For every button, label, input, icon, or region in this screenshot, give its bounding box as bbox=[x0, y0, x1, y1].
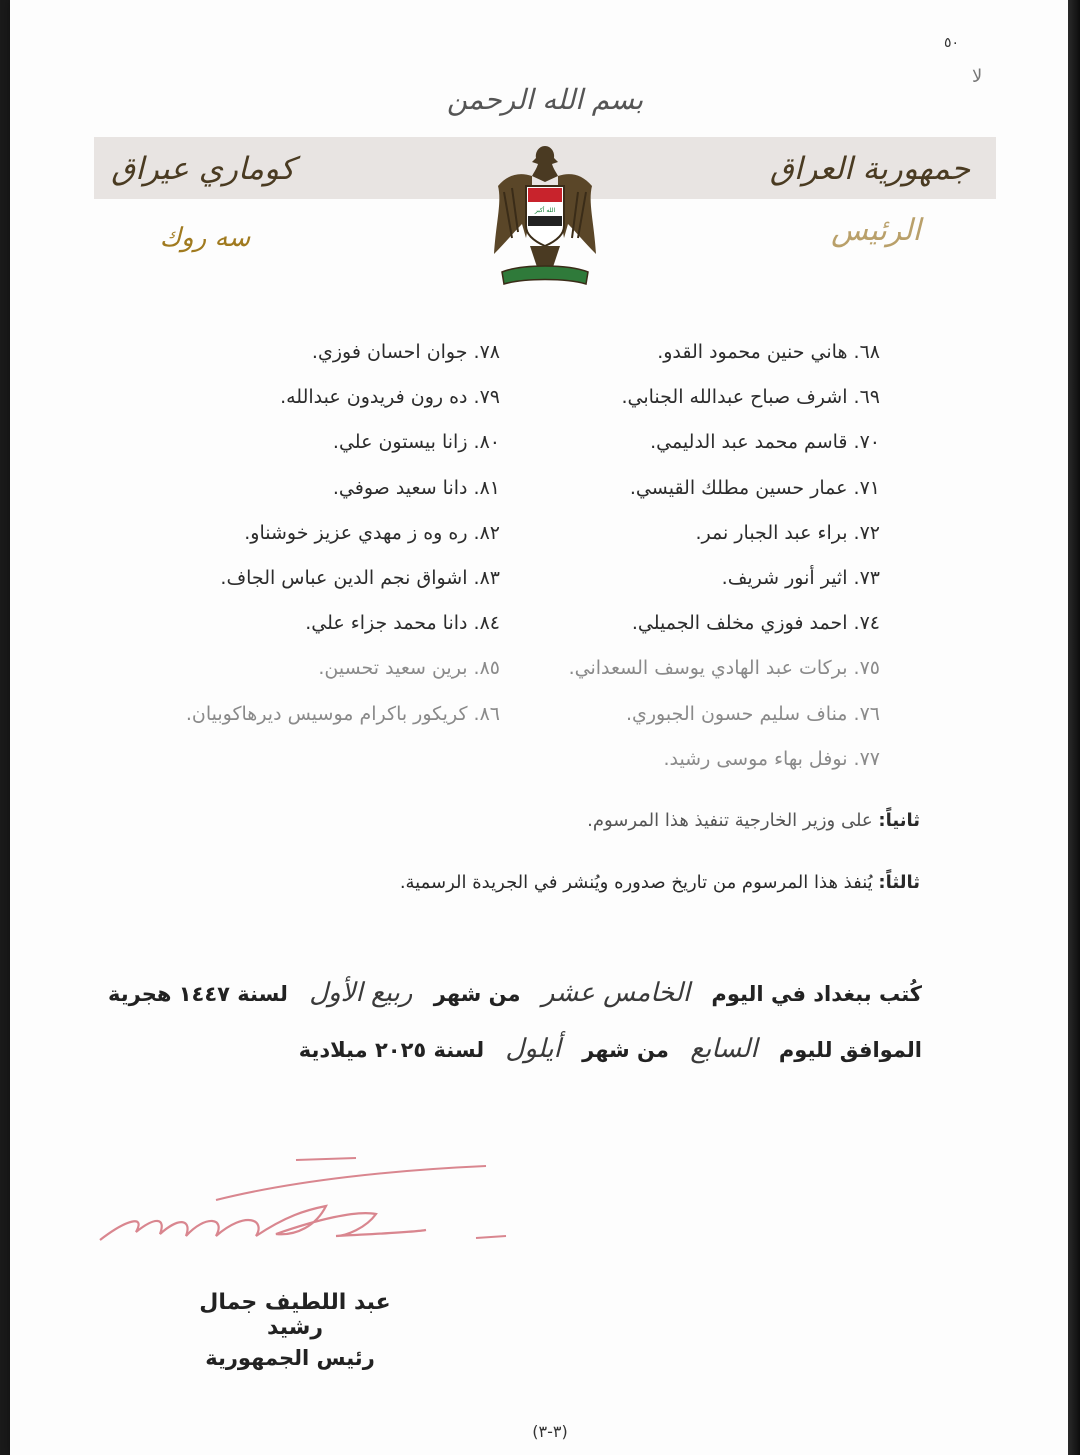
list-item: ٨٢. ره وه ز مهدي عزيز خوشناو. bbox=[244, 521, 500, 544]
handwritten-signature bbox=[96, 1140, 516, 1250]
list-item: ٦٩. اشرف صباح عبدالله الجنابي. bbox=[621, 386, 880, 409]
date-gregorian-suffix: لسنة ٢٠٢٥ ميلادية bbox=[298, 1038, 485, 1062]
document-page bbox=[10, 0, 1068, 1455]
list-item: ٧٧. نوفل بهاء موسى رشيد. bbox=[663, 747, 880, 770]
list-item: ٧٨. جوان احسان فوزي. bbox=[311, 341, 500, 363]
names-list-right bbox=[530, 336, 880, 788]
date-hijri-day: الخامس عشر bbox=[541, 978, 691, 1008]
letterhead-title-kurdish: كوماري عيراق bbox=[111, 151, 295, 187]
list-item: ٧٥. بركات عبد الهادي يوسف السعداني. bbox=[568, 657, 880, 680]
date-gregorian-prefix: الموافق لليوم bbox=[778, 1038, 922, 1062]
list-item: ٦٨. هاني حنين محمود القدو. bbox=[657, 341, 880, 363]
list-item: ٨٥. برين سعيد تحسين. bbox=[318, 657, 500, 680]
date-hijri-month: ربيع الأول bbox=[309, 978, 413, 1008]
date-hijri-suffix: لسنة ١٤٤٧ هجرية bbox=[108, 982, 288, 1006]
clause-third-label: ثالثاً: bbox=[878, 872, 920, 893]
list-item: ٧٣. اثير أنور شريف. bbox=[721, 566, 880, 589]
signatory-name: عبد اللطيف جمال رشيد bbox=[199, 1290, 391, 1340]
list-item: ٨٦. كريكور باكرام موسيس ديرهاكوبيان. bbox=[185, 702, 500, 725]
basmala: بسم الله الرحمن bbox=[446, 83, 644, 116]
corner-mark: ﻻ bbox=[972, 66, 983, 87]
list-item: ٨١. دانا سعيد صوفي. bbox=[332, 476, 500, 499]
clause-second bbox=[430, 810, 920, 831]
list-item: ٨٣. اشواق نجم الدين عباس الجاف. bbox=[220, 566, 500, 589]
date-hijri-mid: من شهر bbox=[433, 982, 521, 1006]
date-hijri-line bbox=[108, 978, 922, 1008]
date-gregorian-mid: من شهر bbox=[582, 1038, 669, 1062]
page-number: (٣-٣) bbox=[532, 1422, 568, 1441]
names-list-left bbox=[160, 336, 500, 743]
scan-edge-shadow bbox=[1068, 0, 1080, 1455]
clause-third bbox=[310, 872, 920, 893]
date-gregorian-day: السابع bbox=[690, 1034, 758, 1064]
president-label-kurdish: سه روك bbox=[159, 223, 251, 253]
list-item: ٧٩. ده رون فريدون عبدالله. bbox=[280, 386, 500, 409]
page-number-mark: ٥٠ bbox=[944, 35, 960, 51]
clause-third-text: يُنفذ هذا المرسوم من تاريخ صدوره ويُنشر في الجريدة الرسمية. bbox=[399, 872, 873, 893]
list-item: ٧٤. احمد فوزي مخلف الجميلي. bbox=[631, 612, 880, 635]
president-label-arabic: الرئيس bbox=[831, 213, 921, 248]
list-item: ٧٢. براء عبد الجبار نمر. bbox=[695, 521, 880, 544]
list-item: ٧٠. قاسم محمد عبد الدليمي. bbox=[650, 431, 880, 454]
list-item: ٨٤. دانا محمد جزاء علي. bbox=[305, 612, 500, 635]
emblem-banner-text: الله أكبر bbox=[534, 207, 556, 214]
date-hijri-prefix: كُتب ببغداد في اليوم bbox=[711, 982, 922, 1006]
iraq-emblem-eagle-icon bbox=[492, 142, 598, 290]
date-gregorian-line bbox=[170, 1034, 922, 1064]
list-item: ٧٦. مناف سليم حسون الجبوري. bbox=[625, 702, 880, 725]
clause-second-label: ثانياً: bbox=[878, 810, 920, 831]
clause-second-text: على وزير الخارجية تنفيذ هذا المرسوم. bbox=[587, 810, 873, 831]
date-gregorian-month: أيلول bbox=[505, 1034, 561, 1064]
signatory-title: رئيس الجمهورية bbox=[205, 1346, 375, 1370]
letterhead-title-arabic: جمهورية العراق bbox=[769, 151, 971, 187]
list-item: ٨٠. زانا بيستون علي. bbox=[332, 431, 500, 454]
list-item: ٧١. عمار حسين مطلك القيسي. bbox=[629, 476, 880, 499]
